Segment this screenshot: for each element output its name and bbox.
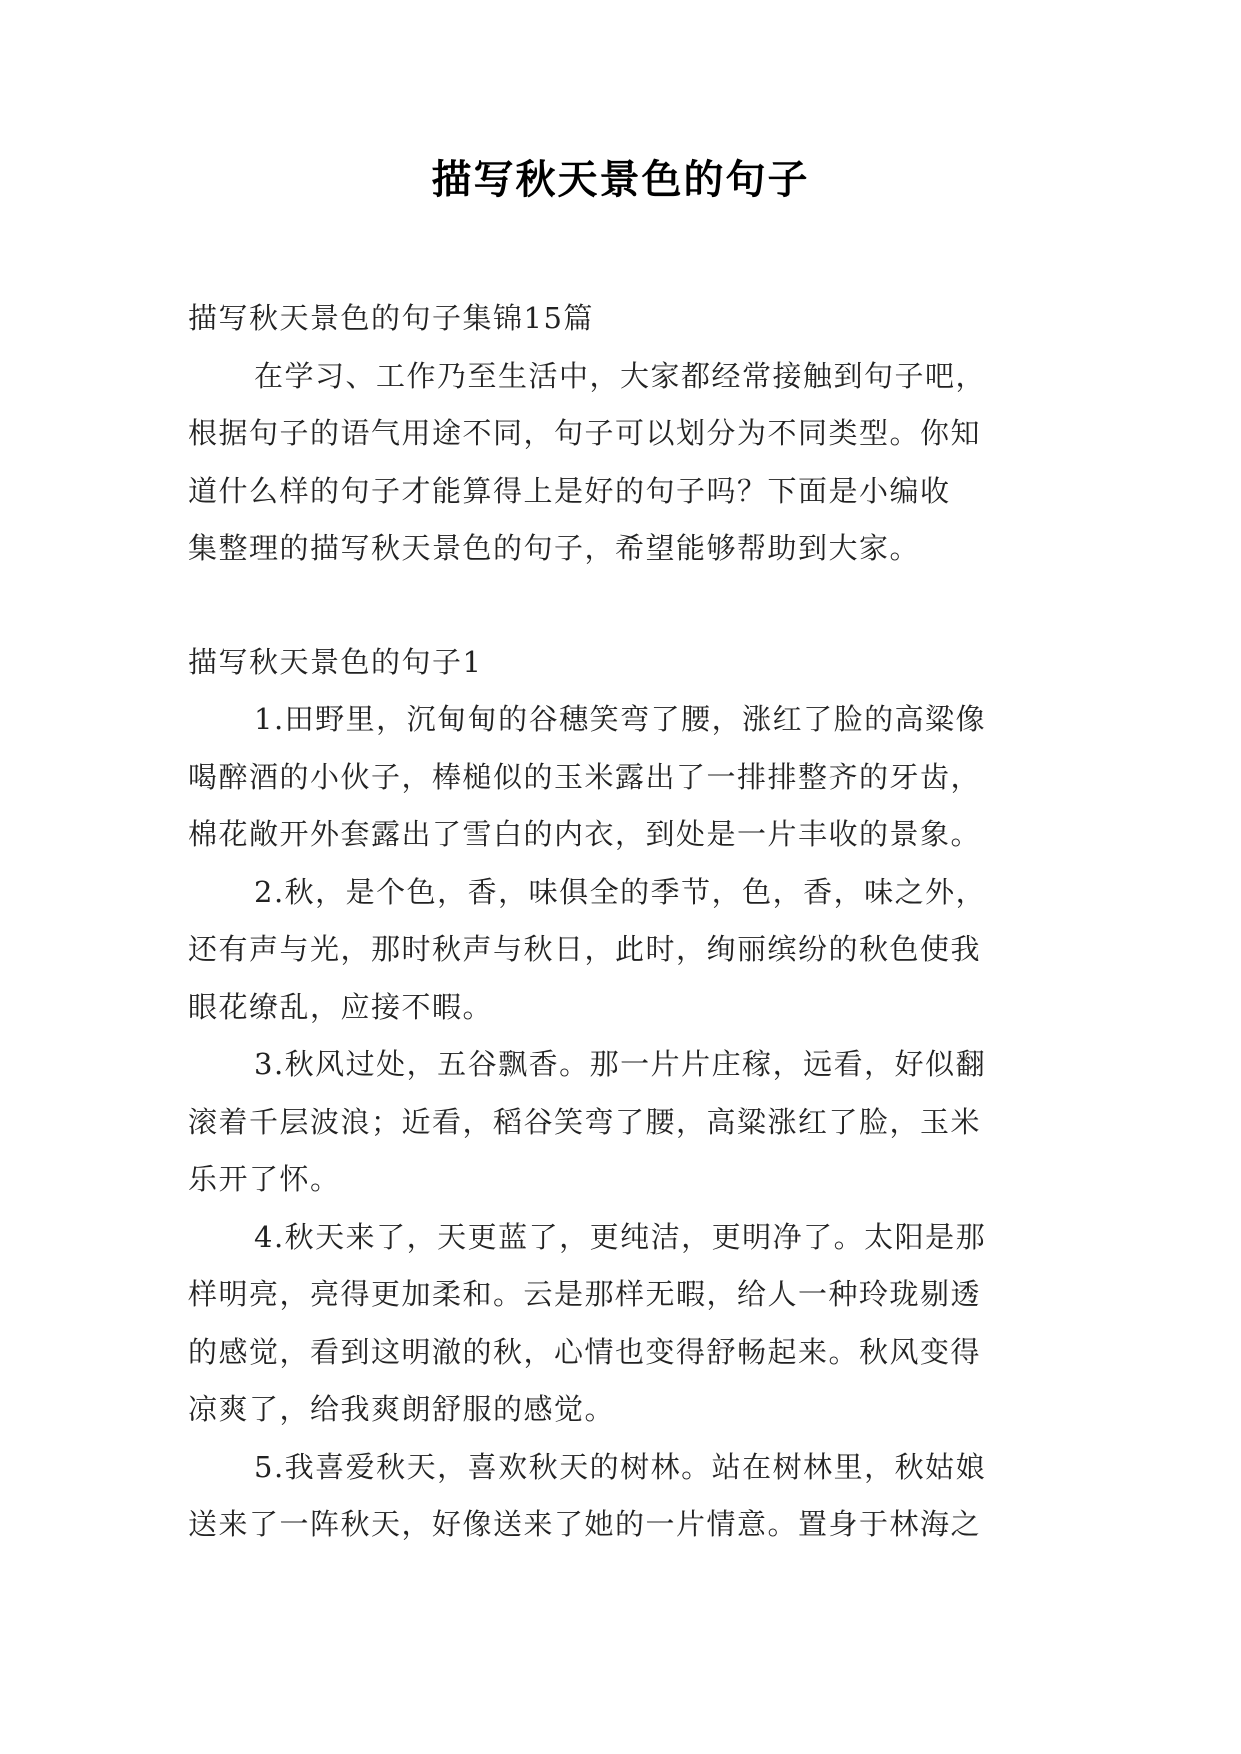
- item-line: 眼花缭乱，应接不暇。: [188, 989, 494, 1024]
- item-line: 样明亮，亮得更加柔和。云是那样无暇，给人一种玲珑剔透: [188, 1277, 982, 1311]
- item-line: 4.秋天来了，天更蓝了，更纯洁，更明净了。太阳是那: [254, 1219, 987, 1254]
- paragraph-gap: [188, 578, 1068, 634]
- item-line: 5.我喜爱秋天，喜欢秋天的树林。站在树林里，秋姑娘: [254, 1449, 987, 1484]
- item-line: 送来了一阵秋天，好像送来了她的一片情意。置身于林海之: [188, 1507, 982, 1541]
- item-line: 乐开了怀。: [188, 1162, 341, 1196]
- item-line: 的感觉，看到这明澈的秋，心情也变得舒畅起来。秋风变得: [188, 1334, 982, 1369]
- intro-line: 道什么样的句子才能算得上是好的句子吗？下面是小编收: [188, 473, 951, 508]
- subtitle: 描写秋天景色的句子集锦15篇: [188, 301, 594, 335]
- intro-line: 在学习、工作乃至生活中，大家都经常接触到句子吧，: [254, 358, 987, 393]
- intro-line: 根据句子的语气用途不同，句子可以划分为不同类型。你知: [188, 416, 982, 450]
- item-line: 棉花敞开外套露出了雪白的内衣，到处是一片丰收的景象。: [188, 817, 982, 851]
- item-line: 凉爽了，给我爽朗舒服的感觉。: [188, 1392, 616, 1426]
- intro-line: 集整理的描写秋天景色的句子，希望能够帮助到大家。: [188, 531, 921, 565]
- page-title: 描写秋天景色的句子: [431, 156, 810, 203]
- section-heading: 描写秋天景色的句子1: [188, 644, 483, 679]
- item-line: 3.秋风过处，五谷飘香。那一片片庄稼，远看，好似翻: [254, 1047, 987, 1081]
- item-line: 还有声与光，那时秋声与秋日，此时，绚丽缤纷的秋色使我: [188, 932, 982, 966]
- item-line: 2.秋，是个色，香，味俱全的季节，色，香，味之外，: [254, 874, 987, 909]
- document-body: [188, 290, 1068, 1554]
- item-line: 滚着千层波浪；近看，稻谷笑弯了腰，高粱涨红了脸，玉米: [188, 1104, 982, 1139]
- item-line: 1.田野里，沉甸甸的谷穗笑弯了腰，涨红了脸的高粱像: [254, 702, 987, 736]
- item-line: 喝醉酒的小伙子，棒槌似的玉米露出了一排排整齐的牙齿，: [188, 759, 982, 794]
